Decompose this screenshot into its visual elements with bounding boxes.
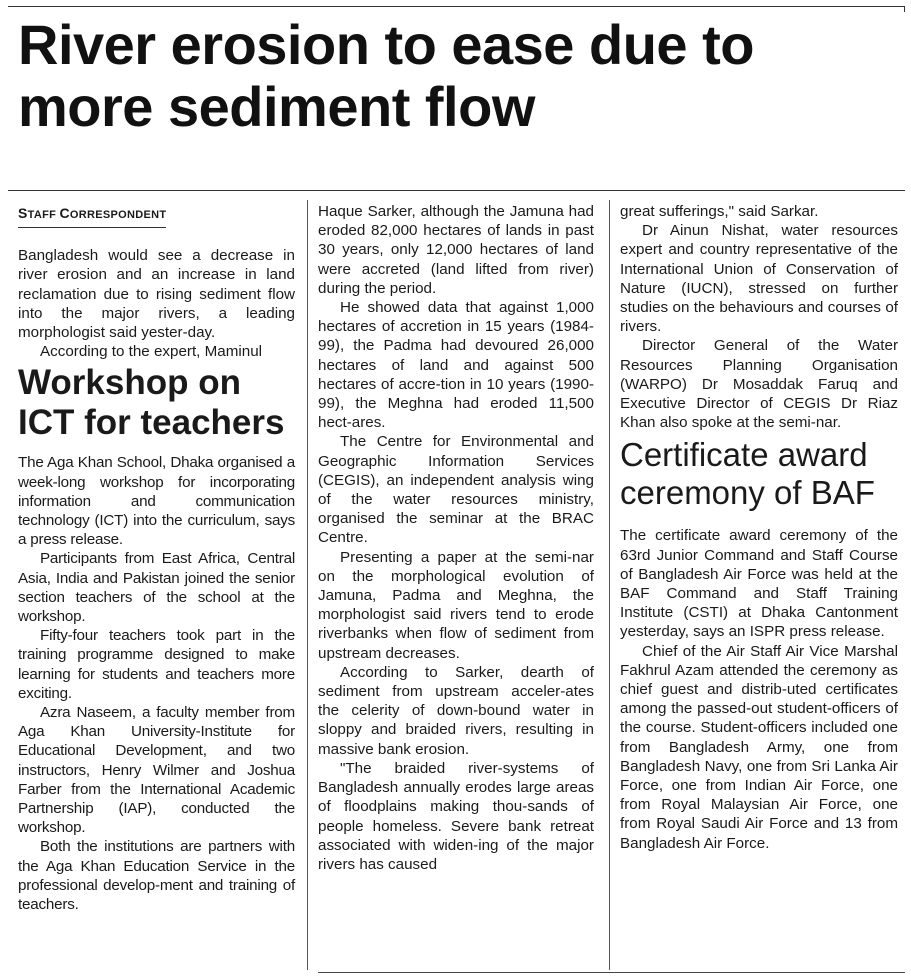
main-story-paragraph: great sufferings," said Sarkar. — [620, 203, 819, 220]
baf-headline: Certificate award ceremony of BAF — [620, 436, 875, 512]
column-1 — [18, 204, 295, 914]
main-story-paragraph: According to the expert, Maminul — [40, 343, 263, 361]
workshop-paragraph: Both the institutions are partners with the Aga Khan Education Service in the professional develop-ment and training of teachers. — [18, 838, 295, 914]
main-headline: River erosion to ease due to more sediment flow — [18, 13, 754, 138]
footer-rule — [318, 972, 905, 973]
byline: STAFF CORRESPONDENT — [18, 204, 166, 228]
main-story-paragraph: He showed data that against 1,000 hectares of accretion in 15 years (1984-99), the Padma had devoured 26,000 hectares of land and against 500 hectares of accre-tion in 10 years (1990-99), the Meghna had eroded 11,500 hect-ares. — [318, 299, 594, 432]
headline-rule — [8, 190, 905, 191]
main-story-paragraph: Presenting a paper at the semi-nar on the morphological evolution of Jamuna, Padma and Meghna, the morphologist said rivers tend to erode riverbanks when flow of sediment from upstream decreases. — [318, 548, 594, 662]
baf-paragraph: Chief of the Air Staff Air Vice Marshal Fakhrul Azam attended the ceremony as chief guest and distrib-uted certificates among the passed-out student-officers of the course. Student-officers included one from Bangladesh Army, one from Bangladesh Navy, one from Sri Lanka Air Force, one from Indian Air Force, one from Royal Malaysian Air Force, one from Royal Saudi Air Force and 13 from Bangladesh Air Force. — [620, 642, 898, 852]
main-story-paragraph: Director General of the Water Resources Planning Organisation (WARPO) Dr Mosaddak Faruq and Executive Director of CEGIS Dr Riaz Khan also spoke at the semi-nar. — [620, 337, 898, 432]
workshop-headline: Workshop on ICT for teachers — [18, 363, 285, 443]
workshop-paragraph: Participants from East Africa, Central Asia, India and Pakistan joined the senior section teachers of the school at the workshop. — [18, 550, 295, 626]
main-story-paragraph: Dr Ainun Nishat, water resources expert and country representative of the International Union of Conservation of Nature (IUCN), stressed on further studies on the behaviours and courses of rivers. — [620, 222, 898, 336]
workshop-paragraph: Fifty-four teachers took part in the training programme designed to make learning for students and teachers more exciting. — [18, 627, 295, 702]
column-3 — [620, 202, 898, 853]
workshop-paragraph: The Aga Khan School, Dhaka organised a week-long workshop for incorporating information and communication technology (ICT) into the curriculum, says a press release. — [18, 454, 295, 549]
column-2 — [318, 202, 594, 874]
top-right-rule — [904, 6, 905, 12]
main-story-paragraph: Haque Sarker, although the Jamuna had eroded 82,000 hectares of lands in past 30 years, only 12,000 hectares of land were accreted (land lifted from river) during the period. — [318, 203, 594, 297]
main-story-paragraph: Bangladesh would see a decrease in river erosion and an increase in land reclamation due to rising sediment flow into the major rivers, a leading morphologist said yester-day. — [18, 247, 295, 342]
main-story-paragraph: "The braided river-systems of Bangladesh annually erodes large areas of floodplains making thou-sands of people homeless. Severe bank retreat associated with widen-ing of the major rivers has caused — [318, 759, 594, 873]
top-rule — [8, 6, 905, 7]
main-story-paragraph: According to Sarker, dearth of sediment from upstream acceler-ates the celerity of down-bound water in sloppy and braided rivers, resulting in massive bank erosion. — [318, 663, 594, 758]
baf-paragraph: The certificate award ceremony of the 63rd Junior Command and Staff Course of Bangladesh Air Force was held at the BAF Command and Staff Training Institute (CSTI) at Dhaka Cantonment yesterday, says an ISPR press release. — [620, 527, 898, 641]
column-rule-1 — [307, 200, 308, 970]
workshop-paragraph: Azra Naseem, a faculty member from Aga Khan University-Institute for Educational Development, and two instructors, Henry Wilmer and Joshua Farber from the International Academic Partnership (IAP), conducted the workshop. — [18, 704, 295, 837]
column-rule-2 — [609, 200, 610, 970]
main-story-paragraph: The Centre for Environmental and Geographic Information Services (CEGIS), an independent analysis wing of the water resources ministry, organised the seminar at the BRAC Centre. — [318, 433, 594, 547]
